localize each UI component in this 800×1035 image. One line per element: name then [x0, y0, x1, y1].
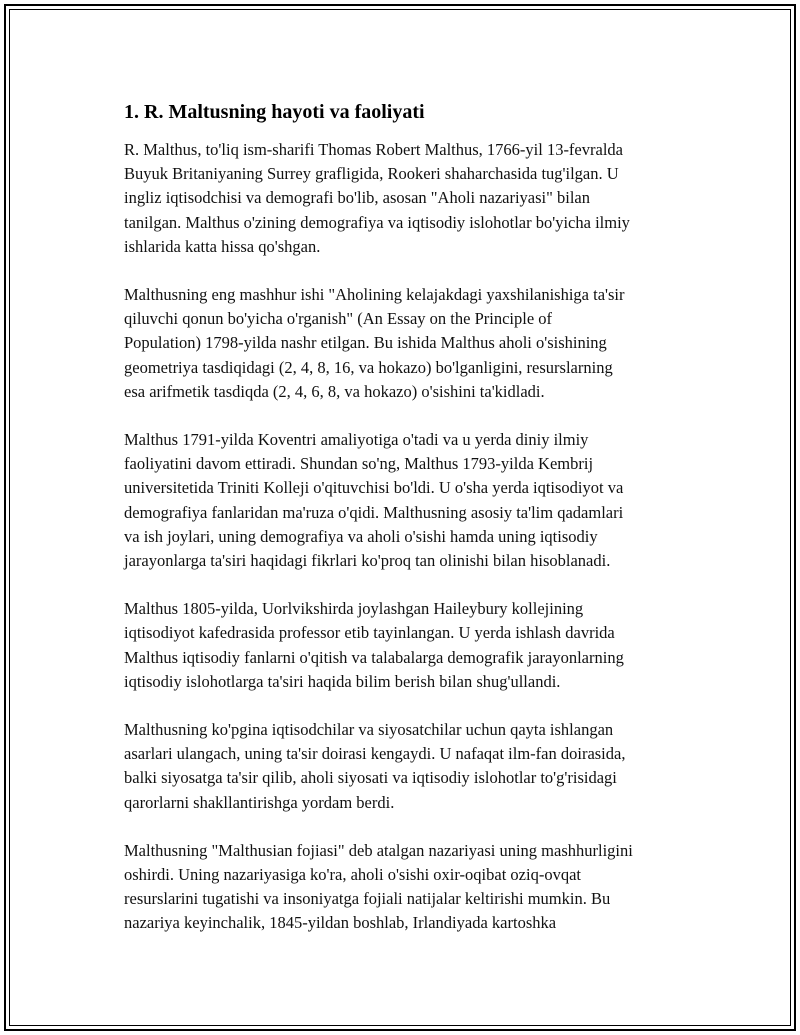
page-frame [4, 4, 796, 1031]
paragraph-malthusian-trap: Malthusning "Malthusian fojiasi" deb atalgan nazariyasi uning mashhurligini oshirdi. Uning nazariyasiga ko'ra, aholi o'sishi oxir-oqibat oziq-ovqat resurslarini tugatishi va insoniyatga fojiali natijalar keltirishi mumkin. Bu nazariya keyinchalik, 1845-yildan boshlab, Irlandiyada kartoshka [124, 840, 633, 933]
paragraph-haileybury: Malthus 1805-yilda, Uorlvikshirda joylashgan Haileybury kollejining iqtisodiyot kafedrasida professor etib tayinlangan. U yerda ishlash davrida Malthus iqtisodiy fanlarni o'qitish va talabalarga demografik jarayonlarning iqtisodiy islohotlarga ta'siri haqida bilim berish bilan shug'ullandi. [124, 599, 624, 691]
paragraph-career: Malthus 1791-yilda Koventri amaliyotiga o'tadi va u yerda diniy ilmiy faoliyatini davom ettiradi. Shundan so'ng, Malthus 1793-yilda Kembrij universitetida Triniti Kolleji o'qituvchisi bo'ldi. U o'sha yerda iqtisodiyot va demografiya fanlaridan ma'ruza o'qidi. Malthusning asosiy ta'lim qadamlari va ish joylari, uning demografiya va aholi o'sishi hamda uning iqtisodiy jarayonlarga ta'siri haqidagi fikrlari ko'proq tan olinishi bilan hisoblanadi. [124, 430, 624, 571]
document-title: 1. R. Maltusning hayoti va faoliyati [124, 101, 425, 123]
paragraph-influence: Malthusning ko'pgina iqtisodchilar va siyosatchilar uchun qayta ishlangan asarlari ulangach, uning ta'sir doirasi kengaydi. U nafaqat ilm-fan doirasida, balki siyosatga ta'sir qilib, aholi siyosati va iqtisodiy islohotlar to'g'risidagi qarorlarni shakllantirishga yordam berdi. [124, 720, 626, 812]
document-body [124, 98, 704, 960]
paragraph-essay: Malthusning eng mashhur ishi "Aholining kelajakdagi yaxshilanishiga ta'sir qiluvchi qonun bo'yicha o'rganish" (An Essay on the Principle of Population) 1798-yilda nashr etilgan. Bu ishida Malthus aholi o'sishining geometriya tasdiqidagi (2, 4, 8, 16, va hokazo) bo'lganligini, resurslarning esa arifmetik tasdiqda (2, 4, 6, 8, va hokazo) o'sishini ta'kidladi. [124, 285, 625, 401]
paragraph-birth: R. Malthus, to'liq ism-sharifi Thomas Robert Malthus, 1766-yil 13-fevralda Buyuk Britaniyaning Surrey grafligida, Rookeri shaharchasida tug'ilgan. U ingliz iqtisodchisi va demografi bo'lib, asosan "Aholi nazariyasi" bilan tanilgan. Malthus o'zining demografiya va iqtisodiy islohotlar bo'yicha ilmiy ishlarida katta hissa qo'shgan. [124, 140, 630, 256]
